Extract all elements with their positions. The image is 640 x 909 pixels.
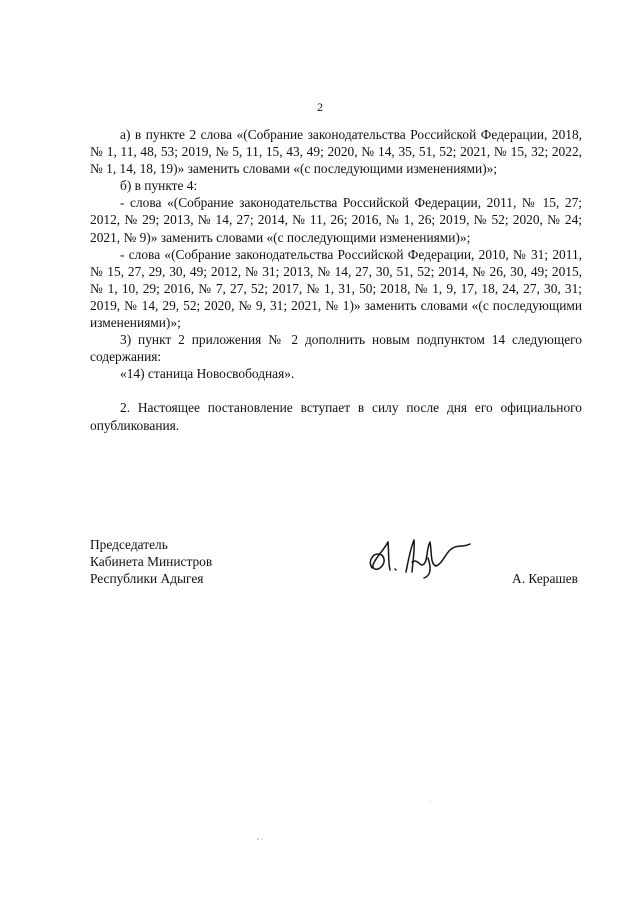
signatory-position-line: Председатель — [90, 537, 168, 552]
signatory-position-line: Кабинета Министров — [90, 554, 213, 570]
page-number: 2 — [317, 100, 323, 114]
paragraph-dash-1: - слова «(Собрание законодательства Российской Федерации, 2011, № 15, 27; 2012, № 29; 2013, № 14, 27; 2014, № 11, 26; 2016, № 1, 26; 2019, № 52; 2020, № 24; 2021, № 9)» заменить словами «(с последующими изменениями)»; — [90, 195, 582, 245]
signatory-position-line: Республики Адыгея — [90, 571, 204, 587]
signatory-name: А. Керашев — [512, 571, 578, 586]
paragraph-subitem-a: а) в пункте 2 слова «(Собрание законодательства Российской Федерации, 2018, № 1, 11, 48, 53; 2019, № 5, 11, 15, 43, 49; 2020, № 14, 35, 51, 52; 2021, № 15, 32; 2022, № 1, 14, 18, 19)» заменить словами «(с последующими изменениями)»; — [90, 127, 582, 177]
paragraph-effective-date: 2. Настоящее постановление вступает в силу после дня его официального опубликования. — [90, 400, 582, 433]
paragraph-dash-2: - слова «(Собрание законодательства Российской Федерации, 2010, № 31; 2011, № 15, 27, 29, 30, 49; 2012, № 31; 2013, № 14, 27, 30, 51, 52; 2014, № 26, 30, 49; 2015, № 1, 10, 29; 2016, № 7, 27, 52; 2017, № 1, 31, 50; 2018, № 1, 9, 17, 18, 24, 27, 30, 31; 2019, № 14, 29, 52; 2020, № 9, 31; 2021, № 1)» заменить словами «(с последующими изменениями)»; — [90, 246, 582, 331]
paragraph-subitem-b: б) в пункте 4: — [120, 178, 198, 194]
paragraph-item-3: 3) пункт 2 приложения № 2 дополнить новым подпунктом 14 следующего содержания: — [90, 332, 582, 365]
paragraph-item-14: «14) станица Новосвободная». — [120, 366, 295, 382]
